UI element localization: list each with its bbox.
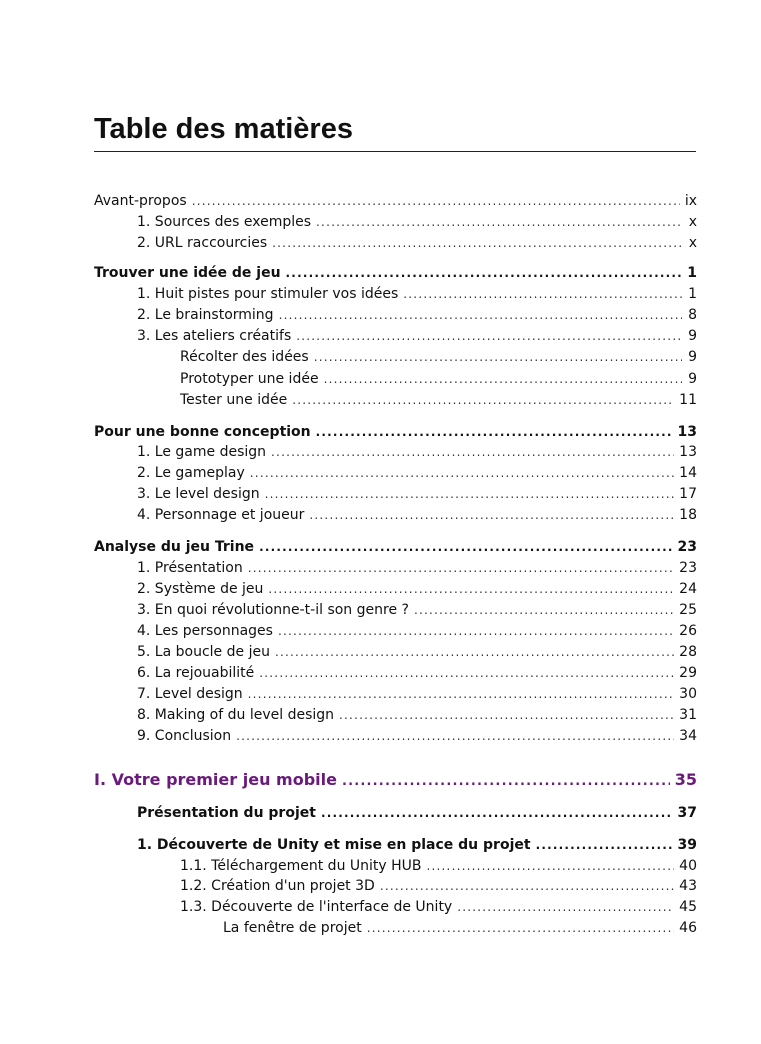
toc-entry[interactable] (137, 285, 697, 303)
toc-subentry[interactable] (180, 877, 697, 895)
toc-subentry[interactable] (180, 898, 697, 916)
toc-page-number: 13 (677, 424, 697, 440)
dot-leader (427, 857, 675, 875)
toc-page-number: 25 (679, 602, 697, 618)
toc-entry-text: 7. Level design (137, 686, 243, 702)
dot-leader (380, 877, 674, 895)
toc-page-number: 1 (688, 286, 697, 302)
toc-entry-text: Pour une bonne conception (94, 424, 311, 440)
toc-entry-text: Récolter des idées (180, 349, 309, 365)
toc-page-number: x (688, 214, 697, 230)
dot-leader (278, 622, 674, 640)
toc-entry[interactable] (137, 234, 697, 252)
toc-page-number: 17 (679, 486, 697, 502)
toc-entry[interactable] (137, 306, 697, 324)
toc-chapter[interactable] (94, 264, 697, 282)
toc-entry-text: 1. Le game design (137, 444, 267, 460)
dot-leader (259, 538, 672, 556)
toc-entry-text: 9. Conclusion (137, 728, 232, 744)
toc-entry-text: 3. En quoi révolutionne-t-il son genre ? (137, 602, 409, 618)
toc-entry[interactable] (137, 559, 697, 577)
dot-leader (248, 559, 674, 577)
toc-page-number: 14 (679, 465, 697, 481)
dot-leader (316, 213, 682, 231)
dot-leader (403, 285, 682, 303)
toc-entry-text: Trouver une idée de jeu (94, 265, 281, 281)
toc-page-number: 43 (679, 878, 697, 894)
dot-leader (367, 919, 674, 937)
dot-leader (296, 327, 682, 345)
toc-subentry[interactable] (223, 919, 697, 937)
toc-page-number: x (688, 235, 697, 251)
toc-entry-avant-propos[interactable] (94, 192, 697, 210)
toc-entry-text: 5. La boucle de jeu (137, 644, 270, 660)
toc-entry-text: 1.3. Découverte de l'interface de Unity (180, 899, 453, 915)
dot-leader (342, 772, 670, 792)
toc-chapter[interactable] (137, 836, 697, 854)
toc-entry-text: 2. Le brainstorming (137, 307, 274, 323)
toc-page-number: 18 (679, 507, 697, 523)
toc-page-number: 29 (679, 665, 697, 681)
toc-entry-text: 2. Système de jeu (137, 581, 264, 597)
toc-page-number: 13 (679, 444, 697, 460)
dot-leader (286, 264, 682, 282)
toc-entry[interactable] (137, 622, 697, 640)
toc-entry-text: 1. Huit pistes pour stimuler vos idées (137, 286, 399, 302)
toc-entry-text: 1.2. Création d'un projet 3D (180, 878, 375, 894)
toc-entry[interactable] (137, 580, 697, 598)
toc-entry-text: Présentation du projet (137, 805, 316, 821)
toc-entry[interactable] (137, 643, 697, 661)
dot-leader (414, 601, 674, 619)
toc-page-number: 24 (679, 581, 697, 597)
toc-subentry[interactable] (180, 348, 697, 366)
toc-entry-text: Analyse du jeu Trine (94, 539, 255, 555)
toc-chapter[interactable] (94, 538, 697, 556)
toc-entry-text: 3. Le level design (137, 486, 260, 502)
toc-entry[interactable] (137, 464, 697, 482)
toc-entry-text: I. Votre premier jeu mobile (94, 770, 337, 789)
dot-leader (236, 727, 674, 745)
toc-page-number: 9 (688, 349, 697, 365)
toc-page-number: 34 (679, 728, 697, 744)
dot-leader (192, 192, 680, 210)
toc-entry[interactable] (137, 327, 697, 345)
toc-entry[interactable] (137, 443, 697, 461)
dot-leader (279, 306, 682, 324)
toc-subentry[interactable] (180, 857, 697, 875)
toc-entry[interactable] (137, 506, 697, 524)
toc-entry[interactable] (137, 685, 697, 703)
dot-leader (339, 706, 674, 724)
toc-page-number: 28 (679, 644, 697, 660)
toc-entry-text: Prototyper une idée (180, 371, 319, 387)
toc-entry-text: Tester une idée (180, 392, 288, 408)
page-title: Table des matières (94, 113, 353, 145)
dot-leader (275, 643, 674, 661)
toc-page-number: 37 (677, 805, 697, 821)
toc-page-number: 26 (679, 623, 697, 639)
toc-page-number: 1 (687, 265, 697, 281)
toc-chapter[interactable] (94, 423, 697, 441)
toc-entry[interactable] (137, 601, 697, 619)
toc-entry[interactable] (137, 485, 697, 503)
dot-leader (314, 348, 682, 366)
toc-page-number: 9 (688, 371, 697, 387)
toc-page-number: ix (684, 193, 697, 209)
toc-entry-text: 3. Les ateliers créatifs (137, 328, 292, 344)
toc-entry-text: Avant-propos (94, 193, 187, 209)
toc-entry-text: 8. Making of du level design (137, 707, 335, 723)
toc-entry-text: 1.1. Téléchargement du Unity HUB (180, 858, 422, 874)
toc-page-number: 31 (679, 707, 697, 723)
dot-leader (309, 506, 674, 524)
toc-entry[interactable] (137, 213, 697, 231)
toc-entry-text: 2. URL raccourcies (137, 235, 268, 251)
toc-entry-text: 1. Présentation (137, 560, 243, 576)
toc-entry-text: 1. Découverte de Unity et mise en place du projet (137, 837, 531, 853)
toc-page-number: 23 (679, 560, 697, 576)
dot-leader (324, 370, 682, 388)
toc-page-number: 23 (677, 539, 697, 555)
toc-page-number: 8 (688, 307, 697, 323)
toc-page-number: 9 (688, 328, 697, 344)
dot-leader (457, 898, 674, 916)
dot-leader (250, 464, 674, 482)
dot-leader (292, 391, 674, 409)
toc-entry-text: 6. La rejouabilité (137, 665, 255, 681)
toc-entry-text: La fenêtre de projet (223, 920, 362, 936)
toc-page-number: 39 (677, 837, 697, 853)
toc-page-number: 30 (679, 686, 697, 702)
toc-entry-text: 2. Le gameplay (137, 465, 245, 481)
dot-leader (316, 423, 673, 441)
toc-entry-text: 4. Les personnages (137, 623, 273, 639)
dot-leader (265, 485, 675, 503)
dot-leader (248, 685, 675, 703)
toc-chapter[interactable] (137, 804, 697, 822)
dot-leader (536, 836, 673, 854)
toc-entry-text: 1. Sources des exemples (137, 214, 312, 230)
dot-leader (272, 234, 682, 252)
toc-entry[interactable] (137, 664, 697, 682)
toc-page-number: 40 (679, 858, 697, 874)
toc-page-number: 46 (679, 920, 697, 936)
toc-part[interactable] (94, 770, 697, 790)
toc-entry-text: 4. Personnage et joueur (137, 507, 305, 523)
toc-entry[interactable] (137, 706, 697, 724)
toc-page-number: 35 (674, 770, 697, 789)
toc-subentry[interactable] (180, 391, 697, 409)
toc-page-number: 11 (679, 392, 697, 408)
toc-page-number: 45 (679, 899, 697, 915)
dot-leader (268, 580, 674, 598)
dot-leader (321, 804, 673, 822)
toc-entry[interactable] (137, 727, 697, 745)
toc-subentry[interactable] (180, 370, 697, 388)
dot-leader (259, 664, 674, 682)
dot-leader (271, 443, 674, 461)
